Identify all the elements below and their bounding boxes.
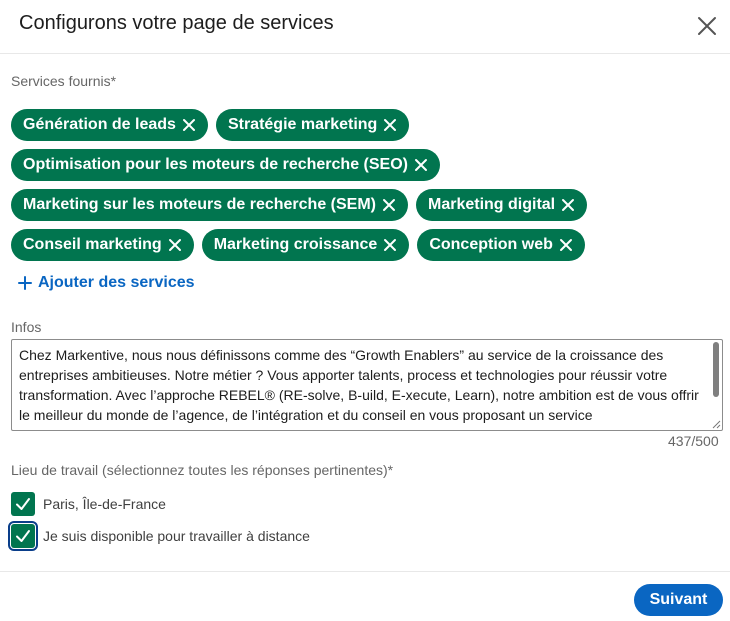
close-icon	[692, 11, 722, 41]
service-chip-growth-marketing[interactable]	[202, 229, 410, 261]
chip-label: Conception web	[429, 236, 553, 253]
chip-label: Marketing digital	[428, 196, 556, 213]
modal-header	[0, 0, 730, 54]
chip-row	[11, 229, 721, 261]
chip-label: Marketing sur les moteurs de recherche (SEM)	[23, 196, 376, 213]
checkbox-label: Je suis disponible pour travailler à distance	[43, 528, 310, 544]
remove-icon	[182, 118, 196, 132]
workplace-option-paris[interactable]	[11, 492, 166, 516]
modal-footer	[0, 571, 730, 621]
service-chip-lead-generation[interactable]	[11, 109, 208, 141]
services-chips	[11, 109, 721, 269]
remove-icon	[382, 198, 396, 212]
add-services-button[interactable]	[18, 274, 195, 292]
remove-icon	[559, 238, 573, 252]
infos-text[interactable]: Chez Markentive, nous nous définissons comme des “Growth Enablers” au service de la croissance des entreprises ambitieuses. Notre métier ? Vous apporter talents, process et technologies pour réussir votre transformation. Avec l’approche REBEL® (RE-solve, B-uild, E-xecute, Learn), notre ambition est de vous offrir le meilleur du monde de l’agence, de l’intégration et du conseil en vous proposant un service	[19, 347, 703, 423]
service-chip-sem[interactable]	[11, 189, 408, 221]
checkmark-icon	[14, 527, 32, 545]
character-counter: 437/500	[668, 433, 719, 449]
checkbox-label: Paris, Île-de-France	[43, 496, 166, 512]
chip-label: Marketing croissance	[213, 236, 378, 253]
next-button[interactable]: Suivant	[634, 584, 723, 616]
chip-label: Génération de leads	[23, 116, 176, 133]
checkbox-paris[interactable]	[11, 492, 35, 516]
chip-row	[11, 149, 721, 181]
workplace-option-remote[interactable]	[11, 524, 310, 548]
plus-icon	[18, 276, 32, 290]
chip-row	[11, 109, 721, 141]
service-chip-web-design[interactable]	[417, 229, 585, 261]
services-label: Services fournis*	[11, 73, 117, 89]
chip-label: Stratégie marketing	[227, 116, 378, 133]
remove-icon	[168, 238, 182, 252]
infos-textarea[interactable]	[11, 339, 723, 431]
modal-title: Configurons votre page de services	[19, 12, 334, 34]
chip-row	[11, 189, 721, 221]
remove-icon	[414, 158, 428, 172]
checkmark-icon	[14, 495, 32, 513]
workplace-label: Lieu de travail (sélectionnez toutes les réponses pertinentes)*	[11, 462, 394, 478]
checkbox-remote[interactable]	[11, 524, 35, 548]
remove-icon	[383, 118, 397, 132]
infos-label: Infos	[11, 319, 42, 335]
remove-icon	[561, 198, 575, 212]
service-chip-seo[interactable]	[11, 149, 440, 181]
close-button[interactable]	[692, 11, 722, 41]
service-chip-digital-marketing[interactable]	[416, 189, 587, 221]
textarea-scrollbar[interactable]	[713, 342, 719, 397]
service-chip-marketing-consulting[interactable]	[11, 229, 194, 261]
chip-label: Optimisation pour les moteurs de recherche (SEO)	[23, 156, 408, 173]
chip-label: Conseil marketing	[23, 236, 162, 253]
service-chip-marketing-strategy[interactable]	[216, 109, 409, 141]
add-services-label: Ajouter des services	[38, 274, 195, 291]
resize-grip-icon[interactable]	[712, 420, 721, 429]
remove-icon	[383, 238, 397, 252]
